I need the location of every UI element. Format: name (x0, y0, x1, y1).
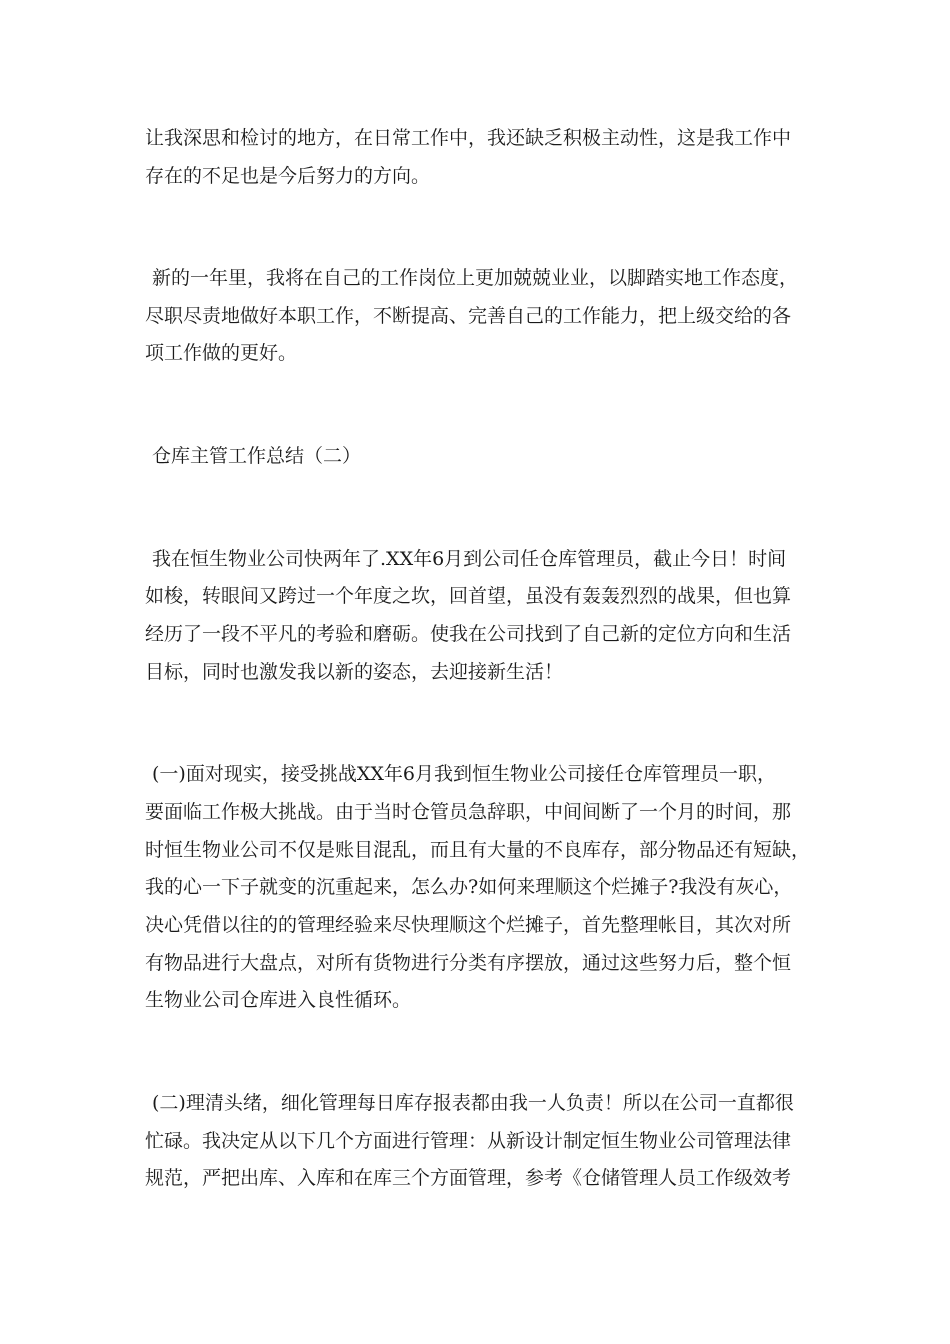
paragraph-line: (二)理清头绪，细化管理每日库存报表都由我一人负责！所以在公司一直都很 (152, 1092, 794, 1114)
paragraph-line: 决心凭借以往的的管理经验来尽快理顺这个烂摊子，首先整理帐目，其次对所 (145, 914, 792, 936)
paragraph-line: 生物业公司仓库进入良性循环。 (145, 989, 412, 1011)
paragraph-line: 我的心一下子就变的沉重起来，怎么办?如何来理顺这个烂摊子?我没有灰心， (145, 876, 793, 898)
paragraph-line: 让我深思和检讨的地方，在日常工作中，我还缺乏积极主动性，这是我工作中 (145, 127, 792, 149)
paragraph-line: 有物品进行大盘点，对所有货物进行分类有序摆放，通过这些努力后，整个恒 (145, 952, 792, 974)
paragraph-line: 时恒生物业公司不仅是账目混乱，而且有大量的不良库存，部分物品还有短缺， (145, 839, 811, 861)
paragraph-line: 规范，严把出库、入库和在库三个方面管理，参考《仓储管理人员工作级效考 (145, 1167, 792, 1189)
paragraph-line: 经历了一段不平凡的考验和磨砺。使我在公司找到了自己新的定位方向和生活 (145, 623, 792, 645)
paragraph-line: 尽职尽责地做好本职工作，不断提高、完善自己的工作能力，把上级交给的各 (145, 305, 792, 327)
section-title: 仓库主管工作总结（二） (152, 445, 362, 467)
paragraph-line: 如梭，转眼间又跨过一个年度之坎，回首望，虽没有轰轰烈烈的战果，但也算 (145, 585, 792, 607)
paragraph-line: 存在的不足也是今后努力的方向。 (145, 165, 431, 187)
paragraph-line: 要面临工作极大挑战。由于当时仓管员急辞职，中间间断了一个月的时间，那 (145, 801, 792, 823)
paragraph-line: 我在恒生物业公司快两年了.XX年6月到公司任仓库管理员，截止今日！时间 (152, 548, 787, 570)
paragraph-line: 项工作做的更好。 (145, 342, 298, 364)
paragraph-line: 忙碌。我决定从以下几个方面进行管理：从新设计制定恒生物业公司管理法律 (145, 1130, 792, 1152)
paragraph-line: 新的一年里，我将在自己的工作岗位上更加兢兢业业，以脚踏实地工作态度， (152, 267, 799, 289)
paragraph-line: 目标，同时也激发我以新的姿态，去迎接新生活！ (145, 661, 564, 683)
paragraph-line: (一)面对现实，接受挑战XX年6月我到恒生物业公司接任仓库管理员一职， (152, 763, 776, 785)
